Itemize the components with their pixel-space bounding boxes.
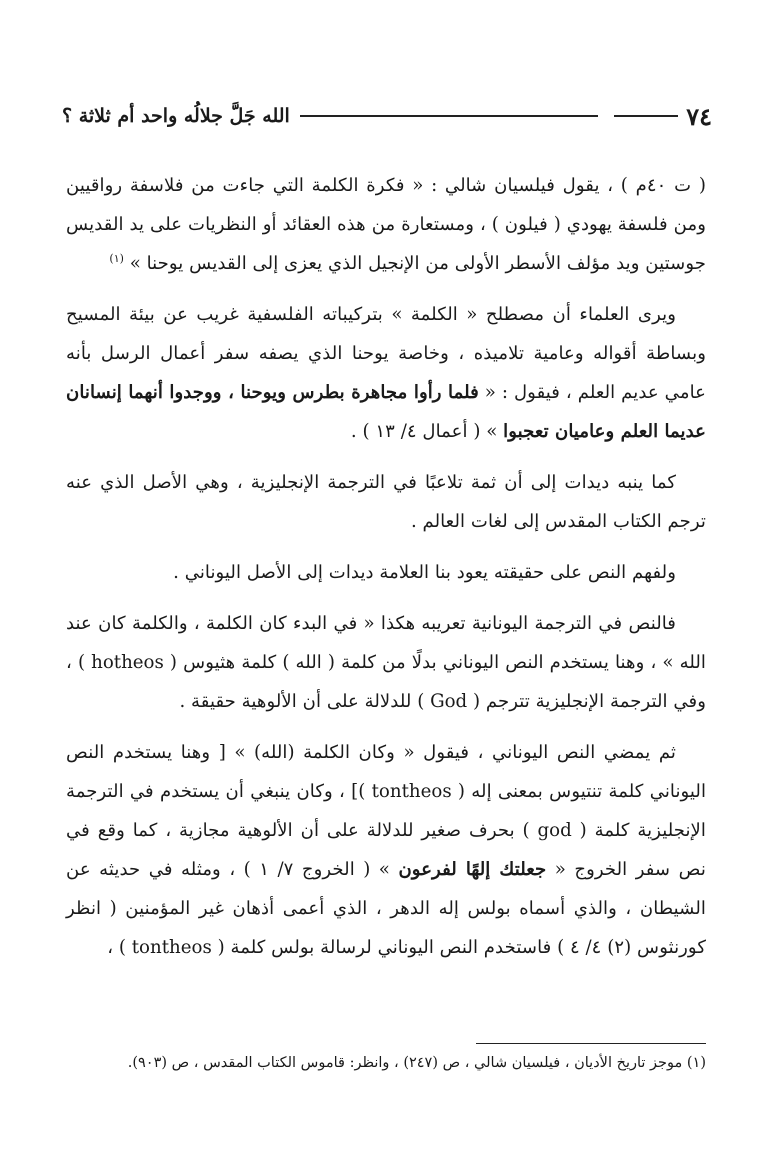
- running-header: [62, 96, 712, 136]
- paragraph-6: [66, 733, 706, 967]
- paragraph-1-text: ( ت ٤٠م ) ، يقول فيلسيان شالي : « فكرة الكلمة التي جاءت من فلاسفة رواقيين ومن فلسفة يهودي ( فيلون ) ، ومستعارة من هذه العقائد أو النظريات على يد القديس جوستين ويد مؤلف الأسطر الأولى من الإنجيل الذي يعزى إلى القديس يوحنا »: [66, 175, 706, 274]
- footnote: (١) موجز تاريخ الأديان ، فيلسيان شالي ، ص (٢٤٧) ، وانظر: قاموس الكتاب المقدس ، ص (٩٠٣).: [127, 1055, 706, 1071]
- paragraph-2-text-a: ويرى العلماء أن مصطلح « الكلمة » بتركيباته الفلسفية غريب عن بيئة المسيح وبساطة أقواله وعامية تلاميذه ، وخاصة يوحنا الذي يصفه سفر أعمال الرسل بأنه عامي عديم العلم ، فيقول : «: [66, 304, 706, 403]
- header-rule-short: [614, 115, 678, 117]
- paragraph-2: [66, 295, 706, 451]
- paragraph-6-text-a: ثم يمضي النص اليوناني ، فيقول « وكان الكلمة (الله) » [ وهنا يستخدم النص اليوناني كلمة تنتيوس بمعنى إله ( tontheos )] ، وكان ينبغي أن يستخدم في الترجمة الإنجليزية كلمة ( god ) بحرف صغير للدلالة على أن الألوهية مجازية ، كما وقع في نص سفر الخروج «: [66, 742, 707, 880]
- body-text: [66, 166, 706, 979]
- paragraph-1: [66, 166, 706, 283]
- paragraph-6-text-b: » ( الخروج ٧/ ١ ) ، ومثله في حديثه عن الشيطان ، والذي أسماه بولس إله الدهر ، الذي أعمى أذهان غير المؤمنين ( انظر كورنثوس (٢) ٤/ ٤ ) فاستخدم النص اليوناني لرسالة بولس كلمة ( tontheos ) ،: [66, 859, 706, 958]
- paragraph-2-text-b: » ( أعمال ٤/ ١٣ ) .: [350, 421, 498, 442]
- running-title: الله جَلَّ جلالُه واحد أم ثلاثة ؟: [62, 105, 290, 127]
- header-rule-long: [300, 115, 598, 117]
- page-number: ٧٤: [686, 101, 712, 131]
- paragraph-4: ولفهم النص على حقيقته يعود بنا العلامة ديدات إلى الأصل اليوناني .: [173, 562, 676, 583]
- paragraph-6-quote: جعلتك إلهًا لفرعون: [398, 859, 547, 880]
- paragraph-5: فالنص في الترجمة اليونانية تعريبه هكذا « في البدء كان الكلمة ، والكلمة كان عند الله » ، وهنا يستخدم النص اليوناني بدلًا من كلمة ( الله ) كلمة هثيوس ( hotheos ) ، وفي الترجمة الإنجليزية تترجم ( God ) للدلالة على أن الألوهية حقيقة .: [66, 613, 706, 712]
- paragraph-2-quote: فلما رأوا مجاهرة بطرس ويوحنا ، ووجدوا أنهما إنسانان عديما العلم وعاميان تعجبوا: [66, 382, 706, 442]
- paragraph-3: كما ينبه ديدات إلى أن ثمة تلاعبًا في الترجمة الإنجليزية ، وهي الأصل الذي عنه ترجم الكتاب المقدس إلى لغات العالم .: [66, 472, 706, 532]
- footnote-rule: [476, 1043, 706, 1044]
- footnote-ref: (١): [109, 251, 124, 265]
